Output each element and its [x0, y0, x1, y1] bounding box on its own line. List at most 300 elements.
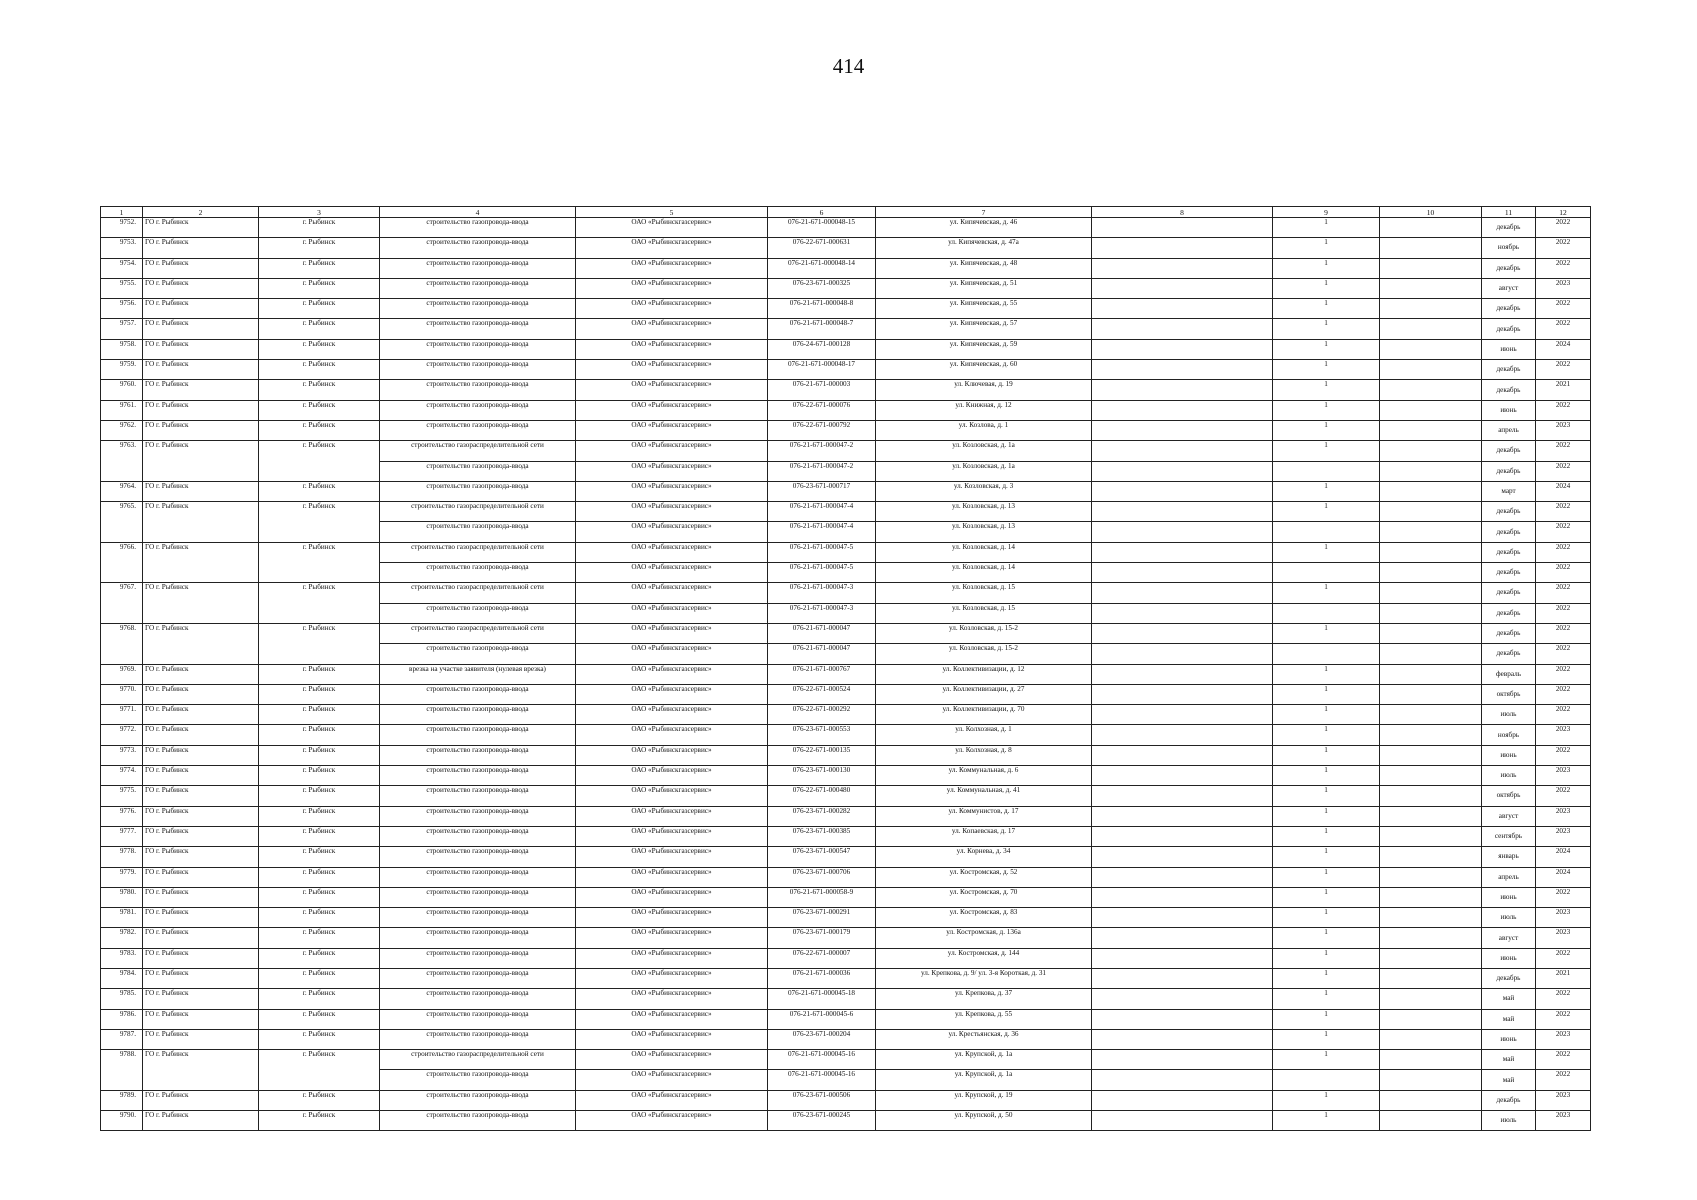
column-8-cell	[1092, 887, 1273, 907]
table-row	[101, 218, 1591, 238]
municipality-cell: ГО г. Рыбинск	[143, 948, 259, 968]
year-cell: 2024	[1536, 481, 1591, 501]
work-type-cell: врезка на участке заявителя (нулевая врезка)	[380, 664, 576, 684]
count-cell: 1	[1273, 725, 1380, 745]
month-cell: декабрь	[1482, 644, 1536, 664]
settlement-cell: г. Рыбинск	[259, 380, 380, 400]
municipality-cell: ГО г. Рыбинск	[143, 786, 259, 806]
municipality-cell: ГО г. Рыбинск	[143, 481, 259, 501]
work-type-cell: строительство газопровода-ввода	[380, 1111, 576, 1131]
address-cell: ул. Козловская, д. 13	[876, 502, 1092, 522]
organization-cell: ОАО «Рыбинскгазсервис»	[576, 400, 768, 420]
count-cell	[1273, 1070, 1380, 1090]
table-row	[101, 908, 1591, 928]
row-number: 9756.	[101, 299, 143, 319]
column-10-cell	[1380, 481, 1482, 501]
work-type-cell: строительство газопровода-ввода	[380, 299, 576, 319]
table-row	[101, 238, 1591, 258]
month-cell: апрель	[1482, 867, 1536, 887]
month-cell: декабрь	[1482, 461, 1536, 481]
column-8-cell	[1092, 218, 1273, 238]
request-code-cell: 076-21-671-000048-8	[768, 299, 876, 319]
organization-cell: ОАО «Рыбинскгазсервис»	[576, 502, 768, 522]
column-number: 4	[380, 207, 576, 218]
column-8-cell	[1092, 420, 1273, 440]
register-table	[100, 206, 1591, 1131]
column-8-cell	[1092, 461, 1273, 481]
work-type-cell: строительство газопровода-ввода	[380, 420, 576, 440]
work-type-cell: строительство газопровода-ввода	[380, 400, 576, 420]
settlement-cell: г. Рыбинск	[259, 542, 380, 583]
count-cell: 1	[1273, 684, 1380, 704]
address-cell: ул. Костромская, д. 52	[876, 867, 1092, 887]
organization-cell: ОАО «Рыбинскгазсервис»	[576, 786, 768, 806]
year-cell: 2024	[1536, 339, 1591, 359]
year-cell: 2022	[1536, 218, 1591, 238]
address-cell: ул. Коммунальная, д. 6	[876, 766, 1092, 786]
month-cell: август	[1482, 928, 1536, 948]
organization-cell: ОАО «Рыбинскгазсервис»	[576, 420, 768, 440]
month-cell: декабрь	[1482, 522, 1536, 542]
column-number-row	[101, 207, 1591, 218]
request-code-cell: 076-23-671-000553	[768, 725, 876, 745]
column-8-cell	[1092, 968, 1273, 988]
count-cell: 1	[1273, 948, 1380, 968]
month-cell: ноябрь	[1482, 725, 1536, 745]
year-cell: 2022	[1536, 603, 1591, 623]
address-cell: ул. Книжная, д. 12	[876, 400, 1092, 420]
table-row	[101, 319, 1591, 339]
column-8-cell	[1092, 400, 1273, 420]
table-row	[101, 948, 1591, 968]
organization-cell: ОАО «Рыбинскгазсервис»	[576, 360, 768, 380]
year-cell: 2023	[1536, 826, 1591, 846]
table-row	[101, 1009, 1591, 1029]
column-8-cell	[1092, 908, 1273, 928]
request-code-cell: 076-23-671-000506	[768, 1090, 876, 1110]
year-cell: 2024	[1536, 867, 1591, 887]
month-cell: декабрь	[1482, 441, 1536, 461]
table-row	[101, 360, 1591, 380]
column-8-cell	[1092, 826, 1273, 846]
count-cell: 1	[1273, 664, 1380, 684]
count-cell: 1	[1273, 705, 1380, 725]
year-cell: 2023	[1536, 420, 1591, 440]
column-10-cell	[1380, 684, 1482, 704]
request-code-cell: 076-23-671-000130	[768, 766, 876, 786]
row-number: 9766.	[101, 542, 143, 583]
municipality-cell: ГО г. Рыбинск	[143, 278, 259, 298]
organization-cell: ОАО «Рыбинскгазсервис»	[576, 583, 768, 603]
request-code-cell: 076-21-671-000036	[768, 968, 876, 988]
column-10-cell	[1380, 400, 1482, 420]
request-code-cell: 076-21-671-000048-7	[768, 319, 876, 339]
column-8-cell	[1092, 867, 1273, 887]
month-cell: декабрь	[1482, 542, 1536, 562]
month-cell: март	[1482, 481, 1536, 501]
column-10-cell	[1380, 603, 1482, 623]
settlement-cell: г. Рыбинск	[259, 928, 380, 948]
settlement-cell: г. Рыбинск	[259, 502, 380, 543]
column-10-cell	[1380, 1050, 1482, 1070]
address-cell: ул. Крупской, д. 1а	[876, 1050, 1092, 1070]
table-row	[101, 664, 1591, 684]
month-cell: ноябрь	[1482, 238, 1536, 258]
work-type-cell: строительство газопровода-ввода	[380, 1070, 576, 1090]
settlement-cell: г. Рыбинск	[259, 786, 380, 806]
table-row	[101, 1111, 1591, 1131]
request-code-cell: 076-22-671-000524	[768, 684, 876, 704]
work-type-cell: строительство газопровода-ввода	[380, 867, 576, 887]
year-cell: 2022	[1536, 400, 1591, 420]
year-cell: 2022	[1536, 745, 1591, 765]
organization-cell: ОАО «Рыбинскгазсервис»	[576, 380, 768, 400]
work-type-cell: строительство газопровода-ввода	[380, 603, 576, 623]
organization-cell: ОАО «Рыбинскгазсервис»	[576, 766, 768, 786]
row-number: 9767.	[101, 583, 143, 624]
year-cell: 2022	[1536, 583, 1591, 603]
municipality-cell: ГО г. Рыбинск	[143, 258, 259, 278]
address-cell: ул. Козловская, д. 3	[876, 481, 1092, 501]
organization-cell: ОАО «Рыбинскгазсервис»	[576, 1029, 768, 1049]
settlement-cell: г. Рыбинск	[259, 766, 380, 786]
row-number: 9789.	[101, 1090, 143, 1110]
organization-cell: ОАО «Рыбинскгазсервис»	[576, 1050, 768, 1070]
column-10-cell	[1380, 461, 1482, 481]
settlement-cell: г. Рыбинск	[259, 441, 380, 482]
column-10-cell	[1380, 725, 1482, 745]
month-cell: июнь	[1482, 400, 1536, 420]
year-cell: 2024	[1536, 847, 1591, 867]
row-number: 9782.	[101, 928, 143, 948]
work-type-cell: строительство газораспределительной сети	[380, 542, 576, 562]
column-number: 5	[576, 207, 768, 218]
work-type-cell: строительство газопровода-ввода	[380, 339, 576, 359]
address-cell: ул. Коммунистов, д. 17	[876, 806, 1092, 826]
column-10-cell	[1380, 664, 1482, 684]
row-number: 9779.	[101, 867, 143, 887]
municipality-cell: ГО г. Рыбинск	[143, 339, 259, 359]
month-cell: июнь	[1482, 1029, 1536, 1049]
month-cell: июль	[1482, 705, 1536, 725]
request-code-cell: 076-21-671-000047-2	[768, 441, 876, 461]
table-row	[101, 725, 1591, 745]
settlement-cell: г. Рыбинск	[259, 968, 380, 988]
address-cell: ул. Ключевая, д. 19	[876, 380, 1092, 400]
table-row	[101, 684, 1591, 704]
column-8-cell	[1092, 563, 1273, 583]
request-code-cell: 076-21-671-000047-4	[768, 502, 876, 522]
work-type-cell: строительство газопровода-ввода	[380, 258, 576, 278]
month-cell: август	[1482, 806, 1536, 826]
column-10-cell	[1380, 847, 1482, 867]
column-8-cell	[1092, 319, 1273, 339]
count-cell: 1	[1273, 502, 1380, 522]
address-cell: ул. Крупской, д. 19	[876, 1090, 1092, 1110]
column-number: 3	[259, 207, 380, 218]
month-cell: декабрь	[1482, 968, 1536, 988]
column-8-cell	[1092, 745, 1273, 765]
year-cell: 2022	[1536, 1070, 1591, 1090]
row-number: 9757.	[101, 319, 143, 339]
table-row	[101, 705, 1591, 725]
count-cell	[1273, 461, 1380, 481]
column-8-cell	[1092, 766, 1273, 786]
work-type-cell: строительство газопровода-ввода	[380, 1009, 576, 1029]
row-number: 9758.	[101, 339, 143, 359]
column-8-cell	[1092, 258, 1273, 278]
month-cell: июль	[1482, 766, 1536, 786]
column-10-cell	[1380, 502, 1482, 522]
work-type-cell: строительство газопровода-ввода	[380, 989, 576, 1009]
request-code-cell: 076-23-671-000547	[768, 847, 876, 867]
organization-cell: ОАО «Рыбинскгазсервис»	[576, 319, 768, 339]
year-cell: 2022	[1536, 705, 1591, 725]
column-8-cell	[1092, 725, 1273, 745]
month-cell: июнь	[1482, 339, 1536, 359]
municipality-cell: ГО г. Рыбинск	[143, 1050, 259, 1091]
work-type-cell: строительство газопровода-ввода	[380, 360, 576, 380]
table-row	[101, 400, 1591, 420]
count-cell: 1	[1273, 847, 1380, 867]
column-number: 7	[876, 207, 1092, 218]
settlement-cell: г. Рыбинск	[259, 887, 380, 907]
month-cell: май	[1482, 1009, 1536, 1029]
organization-cell: ОАО «Рыбинскгазсервис»	[576, 948, 768, 968]
request-code-cell: 076-23-671-000179	[768, 928, 876, 948]
address-cell: ул. Кипячевская, д. 55	[876, 299, 1092, 319]
month-cell: июнь	[1482, 948, 1536, 968]
count-cell: 1	[1273, 968, 1380, 988]
settlement-cell: г. Рыбинск	[259, 339, 380, 359]
address-cell: ул. Кипячевская, д. 51	[876, 278, 1092, 298]
count-cell: 1	[1273, 745, 1380, 765]
address-cell: ул. Костромская, д. 70	[876, 887, 1092, 907]
count-cell: 1	[1273, 806, 1380, 826]
settlement-cell: г. Рыбинск	[259, 1009, 380, 1029]
row-number: 9786.	[101, 1009, 143, 1029]
work-type-cell: строительство газопровода-ввода	[380, 481, 576, 501]
column-10-cell	[1380, 928, 1482, 948]
work-type-cell: строительство газопровода-ввода	[380, 968, 576, 988]
request-code-cell: 076-21-671-000047-3	[768, 603, 876, 623]
work-type-cell: строительство газопровода-ввода	[380, 887, 576, 907]
address-cell: ул. Кипячевская, д. 46	[876, 218, 1092, 238]
table-row	[101, 968, 1591, 988]
year-cell: 2022	[1536, 360, 1591, 380]
work-type-cell: строительство газопровода-ввода	[380, 725, 576, 745]
column-8-cell	[1092, 1111, 1273, 1131]
column-8-cell	[1092, 522, 1273, 542]
year-cell: 2022	[1536, 238, 1591, 258]
column-10-cell	[1380, 887, 1482, 907]
column-10-cell	[1380, 623, 1482, 643]
table-row	[101, 278, 1591, 298]
month-cell: июнь	[1482, 887, 1536, 907]
month-cell: июль	[1482, 1111, 1536, 1131]
count-cell: 1	[1273, 481, 1380, 501]
organization-cell: ОАО «Рыбинскгазсервис»	[576, 278, 768, 298]
work-type-cell: строительство газопровода-ввода	[380, 380, 576, 400]
row-number: 9759.	[101, 360, 143, 380]
count-cell	[1273, 603, 1380, 623]
month-cell: октябрь	[1482, 684, 1536, 704]
count-cell: 1	[1273, 1009, 1380, 1029]
municipality-cell: ГО г. Рыбинск	[143, 319, 259, 339]
row-number: 9790.	[101, 1111, 143, 1131]
column-8-cell	[1092, 360, 1273, 380]
organization-cell: ОАО «Рыбинскгазсервис»	[576, 847, 768, 867]
column-10-cell	[1380, 319, 1482, 339]
column-number: 6	[768, 207, 876, 218]
work-type-cell: строительство газопровода-ввода	[380, 826, 576, 846]
month-cell: май	[1482, 1070, 1536, 1090]
settlement-cell: г. Рыбинск	[259, 299, 380, 319]
month-cell: февраль	[1482, 664, 1536, 684]
request-code-cell: 076-23-671-000282	[768, 806, 876, 826]
column-10-cell	[1380, 1111, 1482, 1131]
column-8-cell	[1092, 948, 1273, 968]
municipality-cell: ГО г. Рыбинск	[143, 218, 259, 238]
column-8-cell	[1092, 684, 1273, 704]
request-code-cell: 076-21-671-000045-6	[768, 1009, 876, 1029]
organization-cell: ОАО «Рыбинскгазсервис»	[576, 745, 768, 765]
year-cell: 2023	[1536, 725, 1591, 745]
work-type-cell: строительство газораспределительной сети	[380, 583, 576, 603]
year-cell: 2022	[1536, 1009, 1591, 1029]
year-cell: 2022	[1536, 644, 1591, 664]
count-cell: 1	[1273, 299, 1380, 319]
count-cell: 1	[1273, 339, 1380, 359]
month-cell: декабрь	[1482, 258, 1536, 278]
table-row	[101, 380, 1591, 400]
municipality-cell: ГО г. Рыбинск	[143, 1029, 259, 1049]
settlement-cell: г. Рыбинск	[259, 908, 380, 928]
address-cell: ул. Крепкова, д. 37	[876, 989, 1092, 1009]
work-type-cell: строительство газопровода-ввода	[380, 461, 576, 481]
address-cell: ул. Копаевская, д. 17	[876, 826, 1092, 846]
count-cell: 1	[1273, 623, 1380, 643]
municipality-cell: ГО г. Рыбинск	[143, 989, 259, 1009]
municipality-cell: ГО г. Рыбинск	[143, 867, 259, 887]
work-type-cell: строительство газопровода-ввода	[380, 928, 576, 948]
column-8-cell	[1092, 583, 1273, 603]
column-10-cell	[1380, 826, 1482, 846]
table-row	[101, 441, 1591, 461]
organization-cell: ОАО «Рыбинскгазсервис»	[576, 684, 768, 704]
request-code-cell: 076-21-671-000047-3	[768, 583, 876, 603]
table-row	[101, 847, 1591, 867]
year-cell: 2022	[1536, 542, 1591, 562]
address-cell: ул. Козловская, д. 15-2	[876, 623, 1092, 643]
count-cell: 1	[1273, 441, 1380, 461]
settlement-cell: г. Рыбинск	[259, 745, 380, 765]
address-cell: ул. Коллективизации, д. 70	[876, 705, 1092, 725]
request-code-cell: 076-22-671-000007	[768, 948, 876, 968]
count-cell: 1	[1273, 826, 1380, 846]
organization-cell: ОАО «Рыбинскгазсервис»	[576, 644, 768, 664]
request-code-cell: 076-23-671-000385	[768, 826, 876, 846]
row-number: 9785.	[101, 989, 143, 1009]
row-number: 9780.	[101, 887, 143, 907]
settlement-cell: г. Рыбинск	[259, 1090, 380, 1110]
table-row	[101, 745, 1591, 765]
table-row	[101, 502, 1591, 522]
count-cell: 1	[1273, 380, 1380, 400]
address-cell: ул. Колхозная, д. 8	[876, 745, 1092, 765]
count-cell: 1	[1273, 420, 1380, 440]
request-code-cell: 076-21-671-000047-5	[768, 542, 876, 562]
month-cell: декабрь	[1482, 380, 1536, 400]
count-cell: 1	[1273, 1111, 1380, 1131]
column-10-cell	[1380, 989, 1482, 1009]
year-cell: 2022	[1536, 258, 1591, 278]
address-cell: ул. Козловская, д. 15-2	[876, 644, 1092, 664]
request-code-cell: 076-21-671-000058-9	[768, 887, 876, 907]
count-cell: 1	[1273, 583, 1380, 603]
work-type-cell: строительство газопровода-ввода	[380, 1029, 576, 1049]
row-number: 9760.	[101, 380, 143, 400]
column-8-cell	[1092, 705, 1273, 725]
year-cell: 2023	[1536, 928, 1591, 948]
column-8-cell	[1092, 786, 1273, 806]
organization-cell: ОАО «Рыбинскгазсервис»	[576, 441, 768, 461]
year-cell: 2022	[1536, 441, 1591, 461]
work-type-cell: строительство газопровода-ввода	[380, 766, 576, 786]
count-cell: 1	[1273, 989, 1380, 1009]
count-cell: 1	[1273, 1050, 1380, 1070]
column-8-cell	[1092, 806, 1273, 826]
work-type-cell: строительство газопровода-ввода	[380, 218, 576, 238]
column-10-cell	[1380, 522, 1482, 542]
municipality-cell: ГО г. Рыбинск	[143, 806, 259, 826]
row-number: 9763.	[101, 441, 143, 482]
column-10-cell	[1380, 360, 1482, 380]
count-cell: 1	[1273, 908, 1380, 928]
municipality-cell: ГО г. Рыбинск	[143, 664, 259, 684]
address-cell: ул. Костромская, д. 144	[876, 948, 1092, 968]
column-8-cell	[1092, 339, 1273, 359]
column-10-cell	[1380, 948, 1482, 968]
month-cell: декабрь	[1482, 360, 1536, 380]
settlement-cell: г. Рыбинск	[259, 258, 380, 278]
table-row	[101, 299, 1591, 319]
organization-cell: ОАО «Рыбинскгазсервис»	[576, 522, 768, 542]
count-cell: 1	[1273, 278, 1380, 298]
column-10-cell	[1380, 339, 1482, 359]
settlement-cell: г. Рыбинск	[259, 400, 380, 420]
year-cell: 2022	[1536, 989, 1591, 1009]
month-cell: январь	[1482, 847, 1536, 867]
column-10-cell	[1380, 806, 1482, 826]
row-number: 9777.	[101, 826, 143, 846]
organization-cell: ОАО «Рыбинскгазсервис»	[576, 867, 768, 887]
address-cell: ул. Костромская, д. 83	[876, 908, 1092, 928]
count-cell: 1	[1273, 400, 1380, 420]
municipality-cell: ГО г. Рыбинск	[143, 623, 259, 664]
work-type-cell: строительство газопровода-ввода	[380, 948, 576, 968]
column-10-cell	[1380, 908, 1482, 928]
count-cell: 1	[1273, 360, 1380, 380]
address-cell: ул. Крепкова, д. 9/ ул. 3-я Короткая, д. 31	[876, 968, 1092, 988]
column-10-cell	[1380, 420, 1482, 440]
municipality-cell: ГО г. Рыбинск	[143, 1111, 259, 1131]
settlement-cell: г. Рыбинск	[259, 725, 380, 745]
column-10-cell	[1380, 745, 1482, 765]
column-8-cell	[1092, 847, 1273, 867]
month-cell: декабрь	[1482, 299, 1536, 319]
column-10-cell	[1380, 766, 1482, 786]
